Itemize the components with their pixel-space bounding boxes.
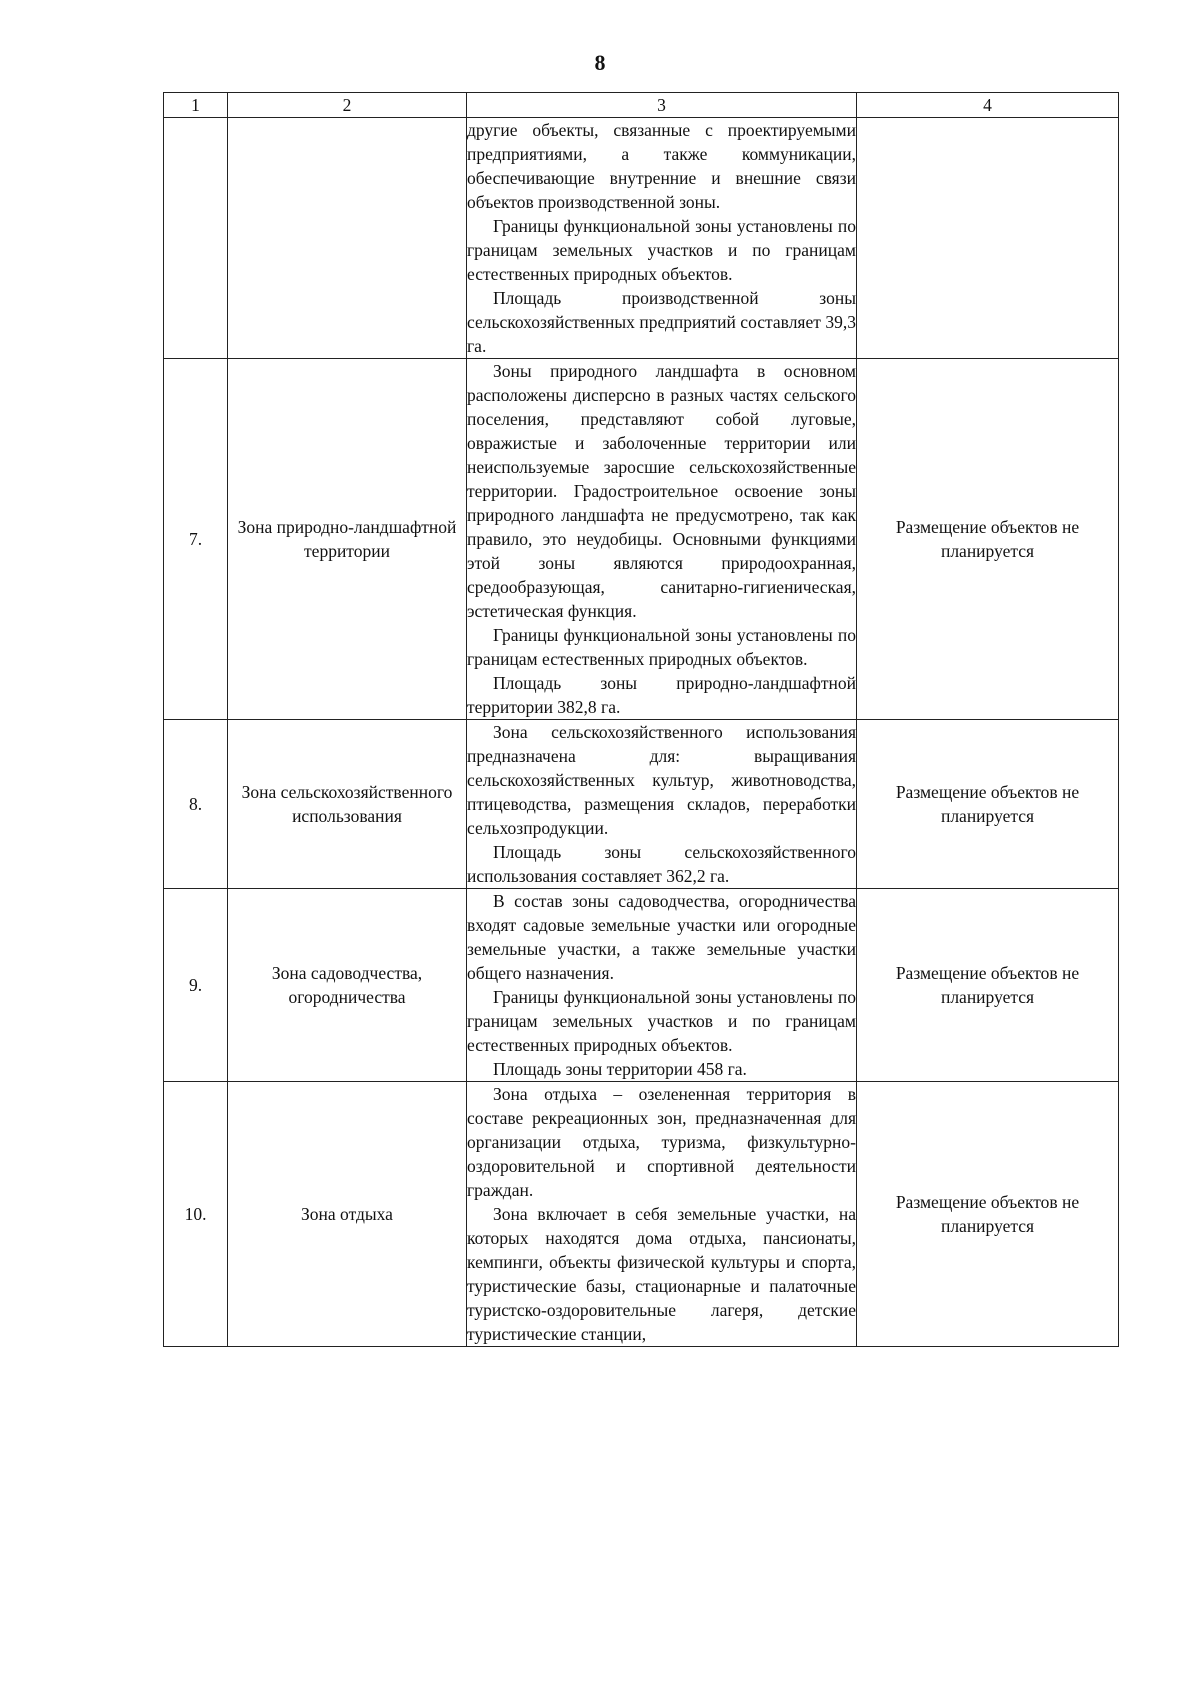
description-paragraph: Границы функциональной зоны установлены по границам естественных природных объектов. (467, 625, 856, 669)
table-header-row (164, 93, 1119, 118)
zone-name: Зона садоводчества, огородничества (228, 889, 467, 1082)
column-header: 3 (467, 93, 857, 118)
zone-name: Зона сельскохозяйственного использования (228, 720, 467, 889)
zone-description (467, 889, 857, 1082)
placement-plan: Размещение объектов не планируется (857, 720, 1119, 889)
zones-table (163, 92, 1119, 1347)
zone-name: Зона природно-ландшафтной территории (228, 359, 467, 720)
table-row (164, 359, 1119, 720)
page-number: 8 (594, 50, 606, 75)
table-row (164, 118, 1119, 359)
zone-description (467, 720, 857, 889)
placement-plan (857, 118, 1119, 359)
column-header: 2 (228, 93, 467, 118)
description-paragraph: Зона включает в себя земельные участки, на которых находятся дома отдыха, пансионаты, кемпинги, объекты физической культуры и спорта, туристические базы, стационарные и палаточные туристско-оздоровительные лагеря, детские туристические станции, (467, 1204, 856, 1344)
zone-description (467, 118, 857, 359)
description-paragraph: В состав зоны садоводчества, огородничества входят садовые земельные участки или огородные земельные участки, а также земельные участки общего назначения. (467, 891, 856, 983)
placement-plan: Размещение объектов не планируется (857, 889, 1119, 1082)
placement-plan: Размещение объектов не планируется (857, 359, 1119, 720)
column-header: 1 (164, 93, 228, 118)
zone-name: Зона отдыха (228, 1082, 467, 1347)
zone-name (228, 118, 467, 359)
table-row (164, 720, 1119, 889)
description-paragraph: Площадь зоны сельскохозяйственного использования составляет 362,2 га. (467, 842, 856, 886)
description-paragraph: Площадь зоны природно-ландшафтной территории 382,8 га. (467, 673, 856, 717)
description-paragraph: Границы функциональной зоны установлены по границам земельных участков и по границам естественных природных объектов. (467, 216, 856, 284)
description-paragraph: Зоны природного ландшафта в основном расположены дисперсно в разных частях сельского поселения, представляют собой луговые, овражистые и заболоченные территории или неиспользуемые заросшие сельскохозяйственные территории. Градостроительное освоение зоны природного ландшафта не предусмотрено, так как правило, это неудобицы. Основными функциями этой зоны являются природоохранная, средообразующая, санитарно-гигиеническая, эстетическая функция. (467, 361, 856, 621)
description-paragraph: другие объекты, связанные с проектируемыми предприятиями, а также коммуникации, обеспечивающие внутренние и внешние связи объектов производственной зоны. (467, 120, 856, 212)
description-paragraph: Площадь производственной зоны сельскохозяйственных предприятий составляет 39,3 га. (467, 288, 856, 356)
column-header: 4 (857, 93, 1119, 118)
row-number: 10. (164, 1082, 228, 1347)
description-paragraph: Зона отдыха – озелененная территория в составе рекреационных зон, предназначенная для организации отдыха, туризма, физкультурно-оздоровительной и спортивной деятельности граждан. (467, 1084, 856, 1200)
row-number (164, 118, 228, 359)
row-number: 7. (164, 359, 228, 720)
table-row (164, 1082, 1119, 1347)
row-number: 9. (164, 889, 228, 1082)
row-number: 8. (164, 720, 228, 889)
description-paragraph: Границы функциональной зоны установлены по границам земельных участков и по границам естественных природных объектов. (467, 987, 856, 1055)
table-row (164, 889, 1119, 1082)
zone-description (467, 1082, 857, 1347)
zone-description (467, 359, 857, 720)
description-paragraph: Зона сельскохозяйственного использования предназначена для: выращивания сельскохозяйственных культур, животноводства, птицеводства, размещения складов, переработки сельхозпродукции. (467, 722, 856, 838)
description-paragraph: Площадь зоны территории 458 га. (493, 1059, 747, 1079)
placement-plan: Размещение объектов не планируется (857, 1082, 1119, 1347)
